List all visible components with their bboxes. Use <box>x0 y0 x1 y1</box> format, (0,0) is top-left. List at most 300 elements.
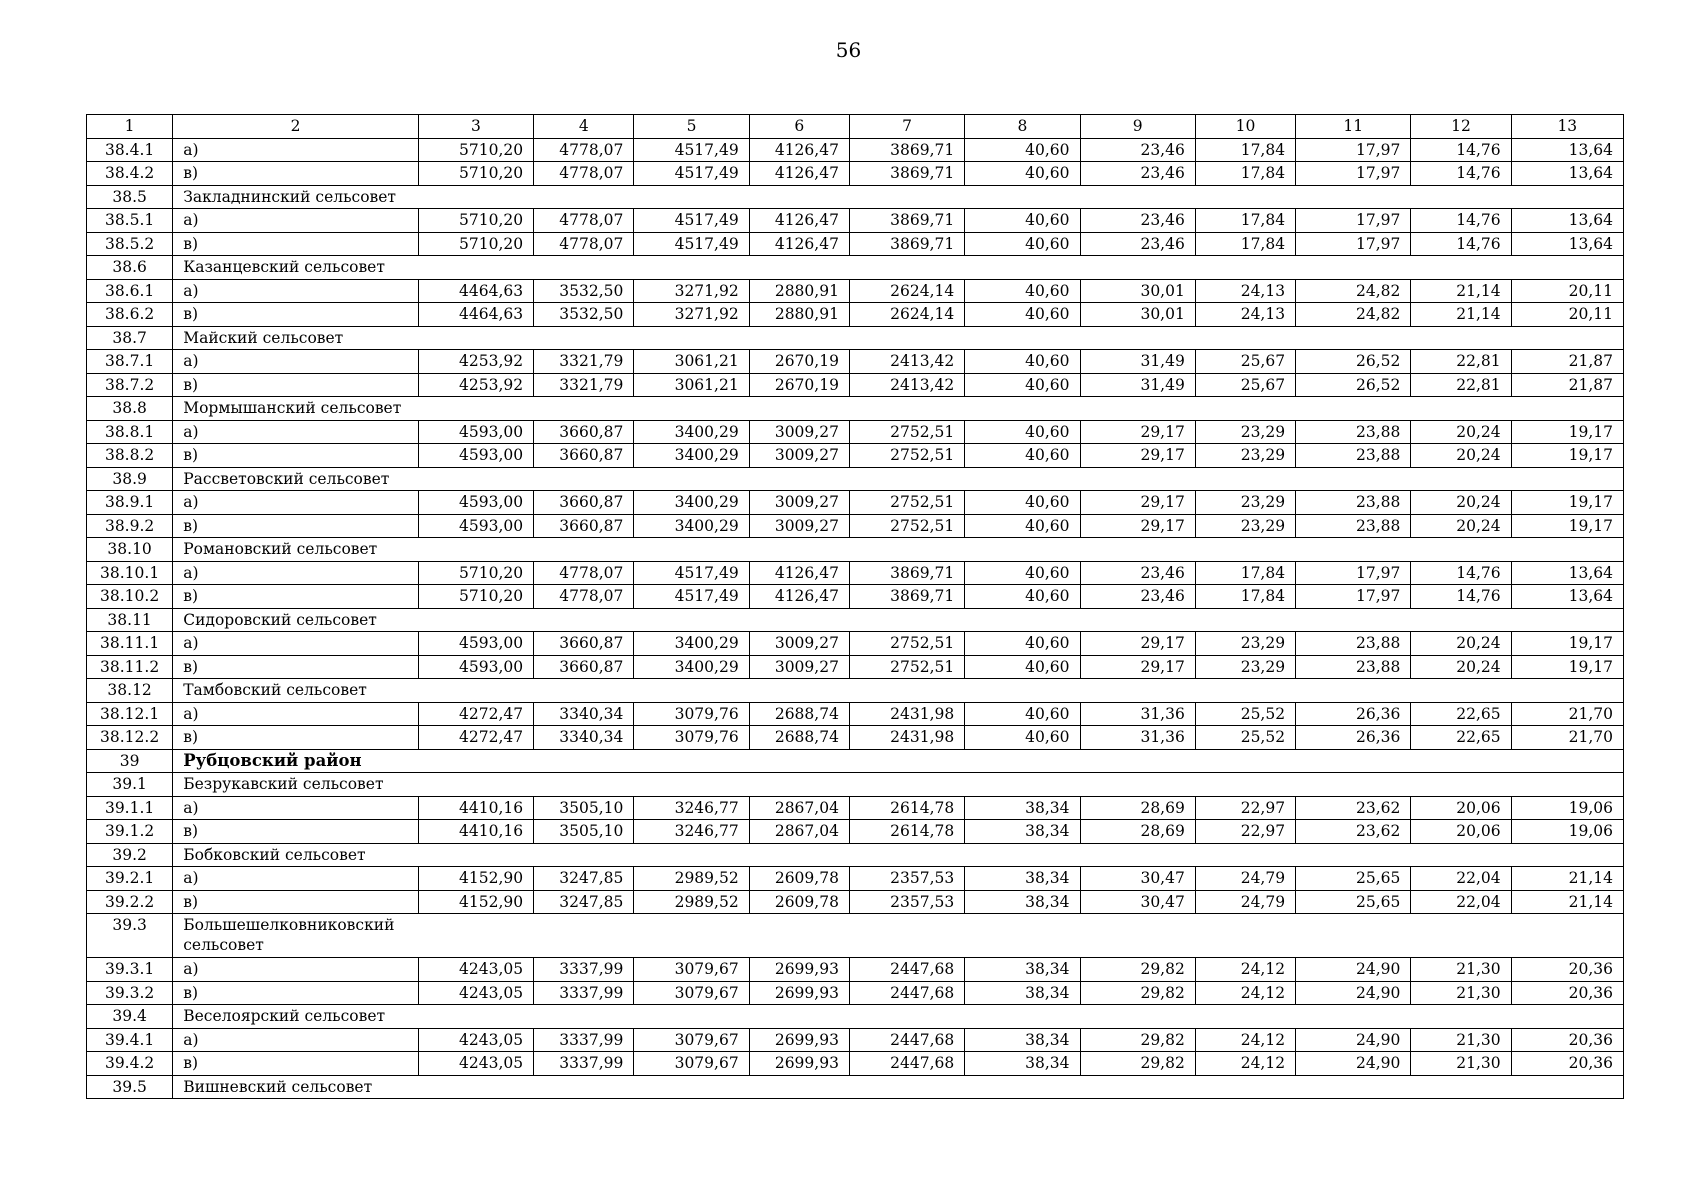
value-cell: 24,13 <box>1195 279 1295 303</box>
value-cell: 13,64 <box>1511 162 1623 186</box>
value-cell: 24,82 <box>1296 303 1411 327</box>
value-cell: 29,82 <box>1080 981 1195 1005</box>
row-number: 39.3.2 <box>87 981 173 1005</box>
section-name: Майский сельсовет <box>173 326 1624 350</box>
value-cell: 3009,27 <box>749 632 849 656</box>
value-cell: 38,34 <box>965 958 1080 982</box>
value-cell: 3400,29 <box>634 632 749 656</box>
row-number: 38.5 <box>87 185 173 209</box>
section-row <box>87 185 1624 209</box>
value-cell: 2752,51 <box>849 420 964 444</box>
value-cell: 3271,92 <box>634 303 749 327</box>
section-name: Сидоровский сельсовет <box>173 608 1624 632</box>
value-cell: 24,12 <box>1195 958 1295 982</box>
table-row <box>87 1028 1624 1052</box>
value-cell: 26,52 <box>1296 373 1411 397</box>
value-cell: 23,29 <box>1195 444 1295 468</box>
value-cell: 23,62 <box>1296 820 1411 844</box>
value-cell: 23,88 <box>1296 420 1411 444</box>
value-cell: 3061,21 <box>634 373 749 397</box>
row-number: 38.8.1 <box>87 420 173 444</box>
value-cell: 20,36 <box>1511 1028 1623 1052</box>
value-cell: 40,60 <box>965 420 1080 444</box>
value-cell: 4517,49 <box>634 585 749 609</box>
value-cell: 14,76 <box>1411 138 1511 162</box>
value-cell: 3321,79 <box>534 350 634 374</box>
value-cell: 14,76 <box>1411 561 1511 585</box>
value-cell: 2447,68 <box>849 1052 964 1076</box>
value-cell: 3660,87 <box>534 491 634 515</box>
value-cell: 20,24 <box>1411 514 1511 538</box>
value-cell: 19,17 <box>1511 655 1623 679</box>
row-number: 38.9.1 <box>87 491 173 515</box>
row-number: 38.12.2 <box>87 726 173 750</box>
table-row <box>87 514 1624 538</box>
section-name: Бобковский сельсовет <box>173 843 1624 867</box>
section-name: Казанцевский сельсовет <box>173 256 1624 280</box>
value-cell: 3660,87 <box>534 632 634 656</box>
value-cell: 3246,77 <box>634 820 749 844</box>
column-header: 1 <box>87 115 173 139</box>
row-label: в) <box>173 1052 419 1076</box>
column-header: 9 <box>1080 115 1195 139</box>
row-label: а) <box>173 867 419 891</box>
table-row <box>87 585 1624 609</box>
value-cell: 21,30 <box>1411 958 1511 982</box>
value-cell: 23,29 <box>1195 514 1295 538</box>
row-number: 38.8 <box>87 397 173 421</box>
value-cell: 23,88 <box>1296 655 1411 679</box>
value-cell: 2357,53 <box>849 890 964 914</box>
section-row <box>87 467 1624 491</box>
value-cell: 20,06 <box>1411 796 1511 820</box>
value-cell: 2699,93 <box>749 1052 849 1076</box>
row-number: 39.4.2 <box>87 1052 173 1076</box>
value-cell: 4126,47 <box>749 232 849 256</box>
value-cell: 23,88 <box>1296 491 1411 515</box>
value-cell: 24,12 <box>1195 1028 1295 1052</box>
value-cell: 4517,49 <box>634 232 749 256</box>
value-cell: 2447,68 <box>849 981 964 1005</box>
value-cell: 23,88 <box>1296 632 1411 656</box>
row-label: а) <box>173 796 419 820</box>
district-row <box>87 749 1624 773</box>
district-name: Рубцовский район <box>173 749 1624 773</box>
column-header: 7 <box>849 115 964 139</box>
section-row <box>87 1005 1624 1029</box>
column-header: 12 <box>1411 115 1511 139</box>
row-label: а) <box>173 491 419 515</box>
column-header: 4 <box>534 115 634 139</box>
value-cell: 2752,51 <box>849 655 964 679</box>
value-cell: 24,90 <box>1296 1028 1411 1052</box>
table-row <box>87 726 1624 750</box>
value-cell: 21,70 <box>1511 702 1623 726</box>
row-number: 38.6.1 <box>87 279 173 303</box>
value-cell: 20,24 <box>1411 655 1511 679</box>
value-cell: 23,46 <box>1080 209 1195 233</box>
table-row <box>87 820 1624 844</box>
value-cell: 3660,87 <box>534 514 634 538</box>
value-cell: 2880,91 <box>749 303 849 327</box>
value-cell: 23,29 <box>1195 655 1295 679</box>
table-row <box>87 1052 1624 1076</box>
value-cell: 17,84 <box>1195 561 1295 585</box>
row-label: а) <box>173 209 419 233</box>
value-cell: 24,12 <box>1195 981 1295 1005</box>
value-cell: 3009,27 <box>749 420 849 444</box>
value-cell: 24,90 <box>1296 958 1411 982</box>
value-cell: 2752,51 <box>849 514 964 538</box>
value-cell: 4410,16 <box>418 820 533 844</box>
value-cell: 17,84 <box>1195 232 1295 256</box>
row-number: 38.12 <box>87 679 173 703</box>
row-label: а) <box>173 561 419 585</box>
value-cell: 3400,29 <box>634 420 749 444</box>
value-cell: 4243,05 <box>418 1028 533 1052</box>
row-number: 38.11.1 <box>87 632 173 656</box>
row-number: 38.9 <box>87 467 173 491</box>
value-cell: 23,29 <box>1195 420 1295 444</box>
value-cell: 4126,47 <box>749 138 849 162</box>
value-cell: 5710,20 <box>418 162 533 186</box>
value-cell: 24,12 <box>1195 1052 1295 1076</box>
row-number: 38.7.2 <box>87 373 173 397</box>
value-cell: 40,60 <box>965 514 1080 538</box>
table-header-row <box>87 115 1624 139</box>
section-name: Закладнинский сельсовет <box>173 185 1624 209</box>
value-cell: 23,46 <box>1080 138 1195 162</box>
column-header: 10 <box>1195 115 1295 139</box>
value-cell: 20,24 <box>1411 420 1511 444</box>
value-cell: 17,84 <box>1195 585 1295 609</box>
value-cell: 13,64 <box>1511 561 1623 585</box>
value-cell: 23,29 <box>1195 632 1295 656</box>
value-cell: 40,60 <box>965 162 1080 186</box>
value-cell: 3079,67 <box>634 1028 749 1052</box>
value-cell: 2413,42 <box>849 350 964 374</box>
value-cell: 23,62 <box>1296 796 1411 820</box>
value-cell: 2447,68 <box>849 958 964 982</box>
value-cell: 23,46 <box>1080 585 1195 609</box>
value-cell: 40,60 <box>965 585 1080 609</box>
value-cell: 3340,34 <box>534 702 634 726</box>
value-cell: 38,34 <box>965 1028 1080 1052</box>
row-label: в) <box>173 655 419 679</box>
value-cell: 4593,00 <box>418 632 533 656</box>
value-cell: 4517,49 <box>634 138 749 162</box>
value-cell: 2624,14 <box>849 279 964 303</box>
value-cell: 40,60 <box>965 632 1080 656</box>
row-label: в) <box>173 726 419 750</box>
value-cell: 2752,51 <box>849 632 964 656</box>
row-label: а) <box>173 138 419 162</box>
value-cell: 40,60 <box>965 279 1080 303</box>
value-cell: 21,14 <box>1411 279 1511 303</box>
value-cell: 3079,67 <box>634 981 749 1005</box>
value-cell: 14,76 <box>1411 209 1511 233</box>
value-cell: 4272,47 <box>418 702 533 726</box>
value-cell: 40,60 <box>965 209 1080 233</box>
section-name: Безрукавский сельсовет <box>173 773 1624 797</box>
value-cell: 4152,90 <box>418 890 533 914</box>
value-cell: 3400,29 <box>634 655 749 679</box>
column-header: 3 <box>418 115 533 139</box>
value-cell: 3869,71 <box>849 138 964 162</box>
value-cell: 4517,49 <box>634 209 749 233</box>
row-number: 38.7 <box>87 326 173 350</box>
value-cell: 3009,27 <box>749 655 849 679</box>
value-cell: 4243,05 <box>418 1052 533 1076</box>
row-label: в) <box>173 890 419 914</box>
value-cell: 20,24 <box>1411 444 1511 468</box>
value-cell: 3869,71 <box>849 561 964 585</box>
row-label: в) <box>173 585 419 609</box>
row-label: в) <box>173 162 419 186</box>
value-cell: 20,36 <box>1511 981 1623 1005</box>
column-header: 2 <box>173 115 419 139</box>
value-cell: 13,64 <box>1511 232 1623 256</box>
value-cell: 40,60 <box>965 726 1080 750</box>
value-cell: 3247,85 <box>534 890 634 914</box>
value-cell: 3246,77 <box>634 796 749 820</box>
value-cell: 3340,34 <box>534 726 634 750</box>
value-cell: 40,60 <box>965 138 1080 162</box>
table-row <box>87 981 1624 1005</box>
value-cell: 21,30 <box>1411 1028 1511 1052</box>
value-cell: 21,70 <box>1511 726 1623 750</box>
section-row <box>87 256 1624 280</box>
value-cell: 3079,67 <box>634 958 749 982</box>
value-cell: 38,34 <box>965 796 1080 820</box>
table-row <box>87 162 1624 186</box>
value-cell: 40,60 <box>965 303 1080 327</box>
value-cell: 21,30 <box>1411 1052 1511 1076</box>
row-number: 38.10.1 <box>87 561 173 585</box>
value-cell: 38,34 <box>965 820 1080 844</box>
value-cell: 24,79 <box>1195 867 1295 891</box>
value-cell: 17,97 <box>1296 232 1411 256</box>
value-cell: 30,01 <box>1080 303 1195 327</box>
value-cell: 22,97 <box>1195 796 1295 820</box>
value-cell: 4464,63 <box>418 303 533 327</box>
value-cell: 2447,68 <box>849 1028 964 1052</box>
value-cell: 22,04 <box>1411 890 1511 914</box>
value-cell: 17,84 <box>1195 138 1295 162</box>
row-number: 39.4 <box>87 1005 173 1029</box>
column-header: 13 <box>1511 115 1623 139</box>
value-cell: 3321,79 <box>534 373 634 397</box>
value-cell: 4152,90 <box>418 867 533 891</box>
value-cell: 24,79 <box>1195 890 1295 914</box>
section-name: Вишневский сельсовет <box>173 1075 1624 1099</box>
value-cell: 3532,50 <box>534 279 634 303</box>
value-cell: 4778,07 <box>534 138 634 162</box>
value-cell: 25,52 <box>1195 726 1295 750</box>
table-row <box>87 561 1624 585</box>
value-cell: 29,17 <box>1080 514 1195 538</box>
value-cell: 25,52 <box>1195 702 1295 726</box>
row-number: 39.2 <box>87 843 173 867</box>
row-label: в) <box>173 373 419 397</box>
value-cell: 2867,04 <box>749 820 849 844</box>
section-row <box>87 843 1624 867</box>
value-cell: 20,36 <box>1511 1052 1623 1076</box>
table-row <box>87 279 1624 303</box>
value-cell: 20,11 <box>1511 303 1623 327</box>
value-cell: 4778,07 <box>534 585 634 609</box>
value-cell: 2867,04 <box>749 796 849 820</box>
value-cell: 22,65 <box>1411 702 1511 726</box>
value-cell: 26,36 <box>1296 726 1411 750</box>
value-cell: 31,36 <box>1080 726 1195 750</box>
tariff-table <box>86 114 1624 1099</box>
table-row <box>87 491 1624 515</box>
value-cell: 25,67 <box>1195 373 1295 397</box>
value-cell: 2670,19 <box>749 350 849 374</box>
row-number: 39.5 <box>87 1075 173 1099</box>
value-cell: 21,87 <box>1511 350 1623 374</box>
row-number: 39 <box>87 749 173 773</box>
row-label: в) <box>173 514 419 538</box>
value-cell: 4126,47 <box>749 209 849 233</box>
value-cell: 23,46 <box>1080 162 1195 186</box>
value-cell: 23,46 <box>1080 232 1195 256</box>
value-cell: 17,84 <box>1195 209 1295 233</box>
value-cell: 4126,47 <box>749 162 849 186</box>
row-number: 39.3.1 <box>87 958 173 982</box>
value-cell: 29,17 <box>1080 420 1195 444</box>
row-number: 39.1 <box>87 773 173 797</box>
column-header: 6 <box>749 115 849 139</box>
value-cell: 3337,99 <box>534 1052 634 1076</box>
value-cell: 21,14 <box>1511 867 1623 891</box>
value-cell: 5710,20 <box>418 585 533 609</box>
value-cell: 3869,71 <box>849 209 964 233</box>
row-number: 38.5.2 <box>87 232 173 256</box>
value-cell: 4593,00 <box>418 655 533 679</box>
table-row <box>87 209 1624 233</box>
value-cell: 2699,93 <box>749 958 849 982</box>
value-cell: 22,81 <box>1411 373 1511 397</box>
value-cell: 20,11 <box>1511 279 1623 303</box>
value-cell: 40,60 <box>965 702 1080 726</box>
table-row <box>87 867 1624 891</box>
value-cell: 3079,76 <box>634 702 749 726</box>
section-name: Романовский сельсовет <box>173 538 1624 562</box>
row-number: 38.10 <box>87 538 173 562</box>
value-cell: 2609,78 <box>749 867 849 891</box>
value-cell: 4593,00 <box>418 491 533 515</box>
value-cell: 5710,20 <box>418 232 533 256</box>
row-label: в) <box>173 820 419 844</box>
value-cell: 19,17 <box>1511 632 1623 656</box>
value-cell: 5710,20 <box>418 138 533 162</box>
value-cell: 25,65 <box>1296 867 1411 891</box>
value-cell: 25,65 <box>1296 890 1411 914</box>
value-cell: 17,97 <box>1296 585 1411 609</box>
value-cell: 3337,99 <box>534 958 634 982</box>
value-cell: 40,60 <box>965 350 1080 374</box>
row-label: а) <box>173 350 419 374</box>
row-number: 38.11.2 <box>87 655 173 679</box>
value-cell: 13,64 <box>1511 209 1623 233</box>
value-cell: 3400,29 <box>634 491 749 515</box>
value-cell: 5710,20 <box>418 561 533 585</box>
value-cell: 4778,07 <box>534 209 634 233</box>
value-cell: 20,24 <box>1411 632 1511 656</box>
table-row <box>87 420 1624 444</box>
value-cell: 40,60 <box>965 561 1080 585</box>
row-number: 38.6.2 <box>87 303 173 327</box>
value-cell: 4464,63 <box>418 279 533 303</box>
value-cell: 38,34 <box>965 1052 1080 1076</box>
section-name: Тамбовский сельсовет <box>173 679 1624 703</box>
value-cell: 40,60 <box>965 491 1080 515</box>
value-cell: 3532,50 <box>534 303 634 327</box>
section-row <box>87 679 1624 703</box>
value-cell: 28,69 <box>1080 820 1195 844</box>
section-row <box>87 326 1624 350</box>
section-name: Веселоярский сельсовет <box>173 1005 1624 1029</box>
row-number: 38.9.2 <box>87 514 173 538</box>
value-cell: 4126,47 <box>749 585 849 609</box>
value-cell: 4517,49 <box>634 561 749 585</box>
value-cell: 13,64 <box>1511 585 1623 609</box>
value-cell: 24,90 <box>1296 981 1411 1005</box>
section-name-text: Большешелковниковский сельсовет <box>183 916 395 954</box>
value-cell: 26,36 <box>1296 702 1411 726</box>
value-cell: 22,97 <box>1195 820 1295 844</box>
row-label: а) <box>173 958 419 982</box>
value-cell: 17,97 <box>1296 138 1411 162</box>
value-cell: 21,87 <box>1511 373 1623 397</box>
row-number: 38.7.1 <box>87 350 173 374</box>
value-cell: 2880,91 <box>749 279 849 303</box>
value-cell: 4593,00 <box>418 420 533 444</box>
row-number: 38.4.1 <box>87 138 173 162</box>
row-number: 38.10.2 <box>87 585 173 609</box>
value-cell: 19,17 <box>1511 514 1623 538</box>
value-cell: 30,01 <box>1080 279 1195 303</box>
value-cell: 2699,93 <box>749 981 849 1005</box>
value-cell: 4243,05 <box>418 981 533 1005</box>
value-cell: 28,69 <box>1080 796 1195 820</box>
value-cell: 19,06 <box>1511 820 1623 844</box>
value-cell: 17,97 <box>1296 209 1411 233</box>
value-cell: 38,34 <box>965 981 1080 1005</box>
value-cell: 21,14 <box>1411 303 1511 327</box>
page-number: 56 <box>835 38 862 62</box>
value-cell: 3337,99 <box>534 981 634 1005</box>
value-cell: 2989,52 <box>634 867 749 891</box>
value-cell: 26,52 <box>1296 350 1411 374</box>
value-cell: 23,29 <box>1195 491 1295 515</box>
value-cell: 4126,47 <box>749 561 849 585</box>
value-cell: 3660,87 <box>534 420 634 444</box>
value-cell: 2752,51 <box>849 444 964 468</box>
value-cell: 4272,47 <box>418 726 533 750</box>
value-cell: 3660,87 <box>534 444 634 468</box>
value-cell: 3079,67 <box>634 1052 749 1076</box>
value-cell: 29,17 <box>1080 632 1195 656</box>
table-row <box>87 138 1624 162</box>
row-label: в) <box>173 444 419 468</box>
value-cell: 19,17 <box>1511 491 1623 515</box>
value-cell: 30,47 <box>1080 890 1195 914</box>
value-cell: 3247,85 <box>534 867 634 891</box>
row-number: 39.2.1 <box>87 867 173 891</box>
